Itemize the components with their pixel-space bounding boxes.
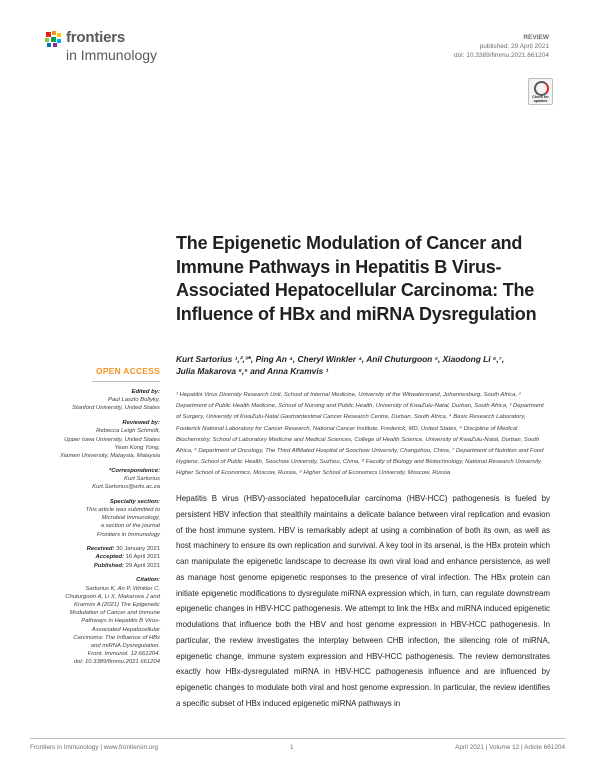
citation-line: and miRNA Dysregulation. — [90, 642, 160, 649]
reviewed-by-label: Reviewed by: — [122, 420, 160, 427]
reviewer-name: Rebecca Leigh Schmidt, — [96, 428, 160, 435]
accepted-row — [30, 553, 160, 561]
article-doi[interactable]: doi: 10.3389/fimmu.2021.661204 — [453, 52, 549, 59]
specialty-block — [30, 498, 160, 539]
published-label: Published: — [93, 562, 124, 569]
dates-block — [30, 545, 160, 570]
correspondence-name: Kurt Sartorius — [123, 475, 160, 482]
check-for-updates-badge[interactable] — [528, 78, 553, 105]
author-list — [176, 354, 546, 377]
footer-journal[interactable]: Frontiers in Immunology | www.frontiersin.org — [30, 744, 159, 751]
published-date: 29 April 2021 — [125, 562, 160, 569]
editor-name: Paul Laszlo Bollyky, — [108, 397, 160, 404]
edited-by-label: Edited by: — [131, 389, 160, 395]
specialty-line: Frontiers in Immunology — [96, 531, 160, 538]
article-title: The Epigenetic Modulation of Cancer and Immune Pathways in Hepatitis B Virus-Associated Hepatocellular Carcinoma: The Influence of HBx and miRNA Dysregulation — [176, 233, 537, 324]
authors-line-1: Kurt Sartorius ¹,²,³*, Ping An ⁴, Cheryl Winkler ⁴, Anil Chuturgoon ⁵, Xiaodong Li ⁶,⁷, — [176, 354, 505, 364]
article-sidebar — [30, 388, 160, 673]
citation-line: Front. Immunol. 12:661204. — [87, 651, 160, 658]
affiliations: ¹ Hepatitis Virus Diversity Research Unit, School of Internal Medicine, University of the Witwatersrand, Johannesburg, South Africa, ² Department of Public Health Medicine, School of Nursing and Public Health, University of KwaZulu-Natal, Durban, South Africa, ³ Department of Surgery, University of KwaZulu-Natal Gastrointestinal Cancer Research Centre, Durban, South Africa, ⁴ Basic Research Laboratory, Frederick National Laboratory for Cancer Research, National Cancer Institute, Frederick, MD, United States, ⁵ Discipline of Medical Biochemistry, School of Laboratory Medicine and Medical Sciences, College of Health Science, University of KwaZulu-Natal, Durban, South Africa, ⁶ Department of Oncology, The Third Affiliated Hospital of Soochow University, Changzhou, China, ⁷ Department of Nutrition and Food Hygiene, School of Public Health, Soochow University, Suzhou, China, ⁸ Faculty of Biology and Biotechnology, National Research University Higher School of Economics, Moscow, Russia, ⁹ Higher School of Economics University, Moscow, Russia — [176, 392, 544, 477]
footer-issue: April 2021 | Volume 12 | Article 661204 — [455, 744, 565, 751]
citation-block — [30, 576, 160, 666]
citation-line: Sartorius K, An P, Winkler C, — [85, 585, 160, 592]
specialty-line: This article was submitted to — [85, 506, 160, 513]
footer-divider — [30, 738, 565, 739]
logo-wordmark: frontiers — [66, 29, 126, 46]
citation-line: Pathways in Hepatitis B Virus- — [81, 618, 160, 625]
reviewer-affiliation: Upper Iowa University, United States — [64, 436, 160, 443]
received-row — [30, 545, 160, 553]
accepted-label: Accepted: — [95, 554, 124, 561]
page-number: 1 — [290, 744, 294, 751]
reviewer-affiliation: Xiamen University, Malaysia, Malaysia — [59, 452, 160, 459]
journal-logo — [44, 26, 184, 66]
accepted-date: 16 April 2021 — [125, 554, 160, 561]
abstract-text: Hepatitis B virus (HBV)-associated hepatocellular carcinoma (HBV-HCC) pathogenesis is fueled by persistent HBV infection that stealthily maintains a delicate balance between viral replication and evasion of the host immune system. HBV is remarkably adept at using a combination of both its own, as well as host machinery to ensure its own replication and survival. A key tool in its arsenal, is the HBx protein which can manipulate the epigenetic landscape to decrease its own viral load and enhance persistence, as well as manage host genome epigenetic responses to the presence of viral infection. The HBx protein can initiate epigenetic modifications to dysregulate miRNA expression which, in turn, can regulate downstream epigenetic changes in HBV-HCC pathogenesis. We attempt to link the HBx and miRNA induced epigenetic modulations that influence both the HBV and host genome expression in HBV-HCC pathogenesis. In particular, the review investigates the interplay between CHB infection, the silencing role of miRNA, epigenetic change, immune system expression and HBV-HCC pathogenesis. The review demonstrates exactly how HBx-dysregulated miRNA in HBV-HCC pathogenesis influence and are influenced by epigenetic changes to modulate both viral and host genome expression. In particular, the review identifies a specific subset of HBx induced epigenetic miRNA pathways in — [176, 494, 550, 708]
reviewed-by-block — [30, 419, 160, 460]
specialty-line: a section of the journal — [100, 523, 160, 530]
check-label-2: updates — [533, 99, 548, 103]
citation-line: Modulation of Cancer and Immune — [69, 610, 160, 617]
citation-label: Citation: — [136, 577, 160, 584]
citation-line: Kramvis A (2021) The Epigenetic — [74, 601, 160, 608]
specialty-label: Specialty section: — [109, 498, 160, 505]
published-row — [30, 562, 160, 570]
article-meta — [454, 33, 549, 60]
received-label: Received: — [86, 546, 115, 553]
reviewer-name: Yean Kong Yong, — [114, 444, 160, 451]
article-type: REVIEW — [523, 34, 549, 41]
correspondence-label: *Correspondence: — [108, 467, 160, 474]
editor-affiliation: Stanford University, United States — [72, 405, 160, 412]
update-ring-icon — [534, 81, 549, 96]
check-label-1: Check for — [532, 95, 549, 99]
specialty-line: Microbial Immunology, — [101, 515, 160, 522]
publish-date: published: 29 April 2021 — [479, 43, 549, 50]
frontiers-logo-icon — [44, 30, 64, 50]
sidebar-divider — [92, 381, 160, 382]
received-date: 30 January 2021 — [116, 546, 160, 553]
citation-line: doi: 10.3389/fimmu.2021.661204 — [73, 659, 160, 666]
authors-line-2: Julia Makarova ⁸,⁹ and Anna Kramvis ¹ — [176, 365, 329, 376]
open-access-label: OPEN ACCESS — [96, 366, 160, 376]
citation-line: Chuturgoon A, Li X, Makarova J and — [65, 593, 160, 600]
citation-line: Associated Hepatocellular — [91, 626, 160, 633]
correspondence-block — [30, 467, 160, 492]
logo-journal-name: in Immunology — [66, 47, 158, 63]
citation-line: Carcinoma: The Influence of HBx — [73, 634, 160, 641]
edited-by-block — [30, 388, 160, 413]
correspondence-email[interactable]: Kurt.Sartorius@wits.ac.za — [92, 484, 160, 491]
